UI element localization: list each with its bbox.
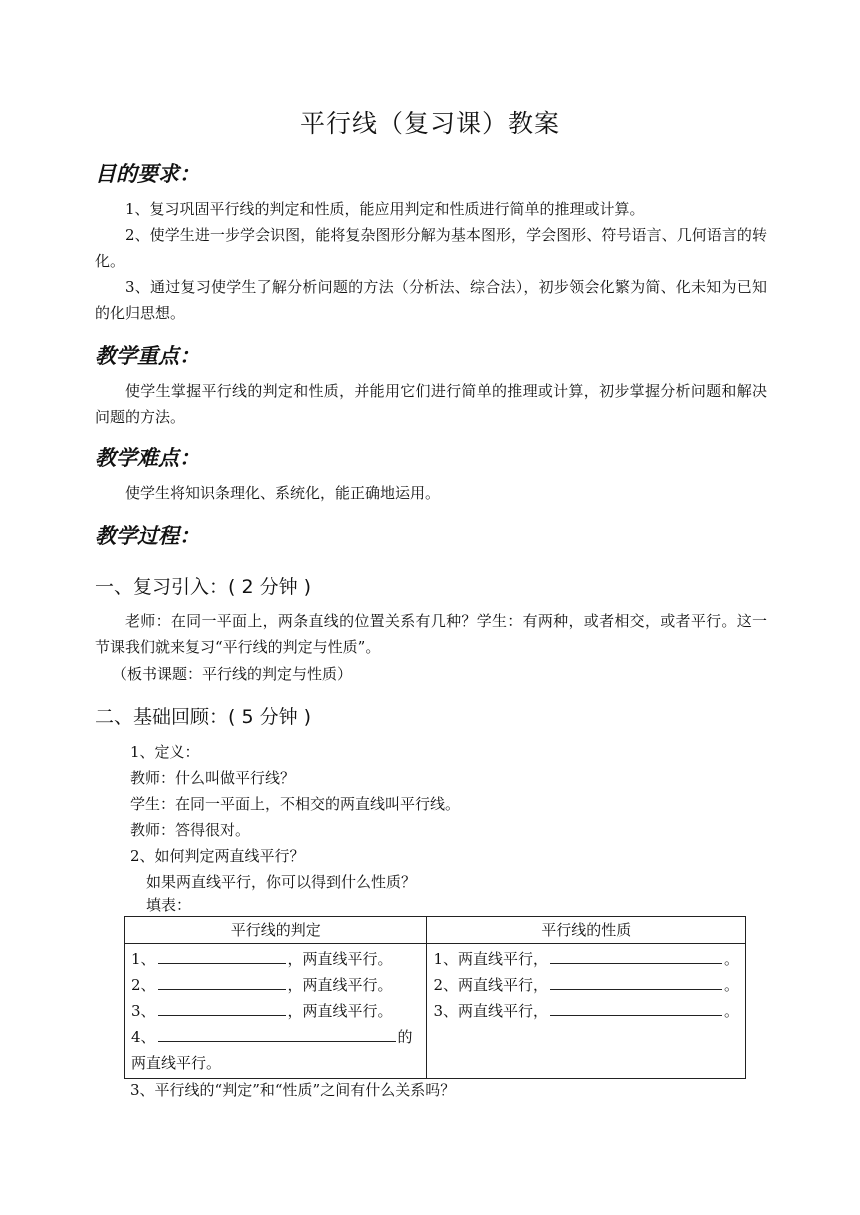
item-suffix: ，两直线平行。 bbox=[287, 950, 393, 968]
answer-blank[interactable] bbox=[158, 999, 286, 1016]
part2-line: 学生：在同一平面上，不相交的两直线叫平行线。 bbox=[130, 795, 461, 813]
answer-blank[interactable] bbox=[158, 973, 286, 990]
answer-blank[interactable] bbox=[550, 999, 722, 1016]
page-title: 平行线（复习课）教案 bbox=[299, 109, 560, 138]
property-item bbox=[433, 946, 739, 972]
item-suffix: ，两直线平行。 bbox=[287, 1002, 393, 1020]
fill-in-table bbox=[124, 916, 746, 1079]
item-number: 2、 bbox=[131, 976, 156, 994]
property-item bbox=[433, 972, 739, 998]
goals-heading: 目的要求： bbox=[95, 162, 200, 186]
table-header: 平行线的判定 bbox=[125, 917, 427, 944]
part2-heading: 二、基础回顾：( 5 分钟 ) bbox=[95, 706, 312, 728]
table-header-row bbox=[125, 917, 746, 944]
answer-blank[interactable] bbox=[550, 947, 722, 964]
item-suffix: 。 bbox=[723, 976, 739, 994]
goal-item-3: 3、通过复习使学生了解分析问题的方法（分析法、综合法），初步领会化繁为简、化未知为已知的化归思想。 bbox=[95, 278, 767, 322]
key-text: 使学生掌握平行线的判定和性质，并能用它们进行简单的推理或计算，初步掌握分析问题和解决问题的方法。 bbox=[95, 382, 767, 426]
part2-line: 填表： bbox=[146, 896, 192, 914]
judgement-item bbox=[131, 1024, 420, 1050]
part2-line: 2、如何判定两直线平行？ bbox=[130, 847, 305, 865]
item-prefix: 2、两直线平行， bbox=[433, 976, 548, 994]
table-header: 平行线的性质 bbox=[427, 917, 746, 944]
difficulty-heading: 教学难点： bbox=[95, 446, 200, 470]
process-heading: 教学过程： bbox=[95, 524, 200, 548]
item-prefix: 1、两直线平行， bbox=[433, 950, 548, 968]
table-row bbox=[125, 944, 746, 1079]
item-suffix: 的 bbox=[397, 1028, 413, 1046]
property-item bbox=[433, 998, 739, 1024]
item-suffix: ，两直线平行。 bbox=[287, 976, 393, 994]
part1-heading: 一、复习引入：( 2 分钟 ) bbox=[95, 576, 312, 598]
property-cell bbox=[427, 944, 746, 1079]
goal-item-2: 2、使学生进一步学会识图，能将复杂图形分解为基本图形，学会图形、符号语言、几何语言的转化。 bbox=[95, 226, 767, 270]
part1-text: 老师：在同一平面上，两条直线的位置关系有几种？学生：有两种，或者相交，或者平行。这一节课我们就来复习“平行线的判定与性质”。 bbox=[95, 612, 767, 656]
part2-line: 教师：答得很对。 bbox=[130, 821, 251, 839]
judgement-item-continued: 两直线平行。 bbox=[131, 1054, 222, 1072]
part2-line: 教师：什么叫做平行线？ bbox=[130, 769, 296, 787]
judgement-item bbox=[131, 946, 420, 972]
item-number: 3、 bbox=[131, 1002, 156, 1020]
item-number: 4、 bbox=[131, 1028, 156, 1046]
item-suffix: 。 bbox=[723, 1002, 739, 1020]
judgement-cell bbox=[125, 944, 427, 1079]
part1-note: （板书课题：平行线的判定与性质） bbox=[112, 665, 353, 683]
goal-item-1: 1、复习巩固平行线的判定和性质，能应用判定和性质进行简单的推理或计算。 bbox=[125, 200, 645, 218]
key-heading: 教学重点： bbox=[95, 344, 200, 368]
judgement-item bbox=[131, 998, 420, 1024]
item-suffix: 。 bbox=[723, 950, 739, 968]
item-prefix: 3、两直线平行， bbox=[433, 1002, 548, 1020]
part2-line: 如果两直线平行，你可以得到什么性质？ bbox=[146, 873, 417, 891]
item-number: 1、 bbox=[131, 950, 156, 968]
difficulty-text: 使学生将知识条理化、系统化，能正确地运用。 bbox=[125, 484, 441, 502]
part2-question-3: 3、平行线的“判定”和“性质”之间有什么关系吗？ bbox=[130, 1081, 456, 1099]
judgement-item bbox=[131, 972, 420, 998]
part2-line: 1、定义： bbox=[130, 743, 200, 761]
answer-blank[interactable] bbox=[550, 973, 722, 990]
answer-blank[interactable] bbox=[158, 947, 286, 964]
answer-blank[interactable] bbox=[158, 1025, 396, 1042]
